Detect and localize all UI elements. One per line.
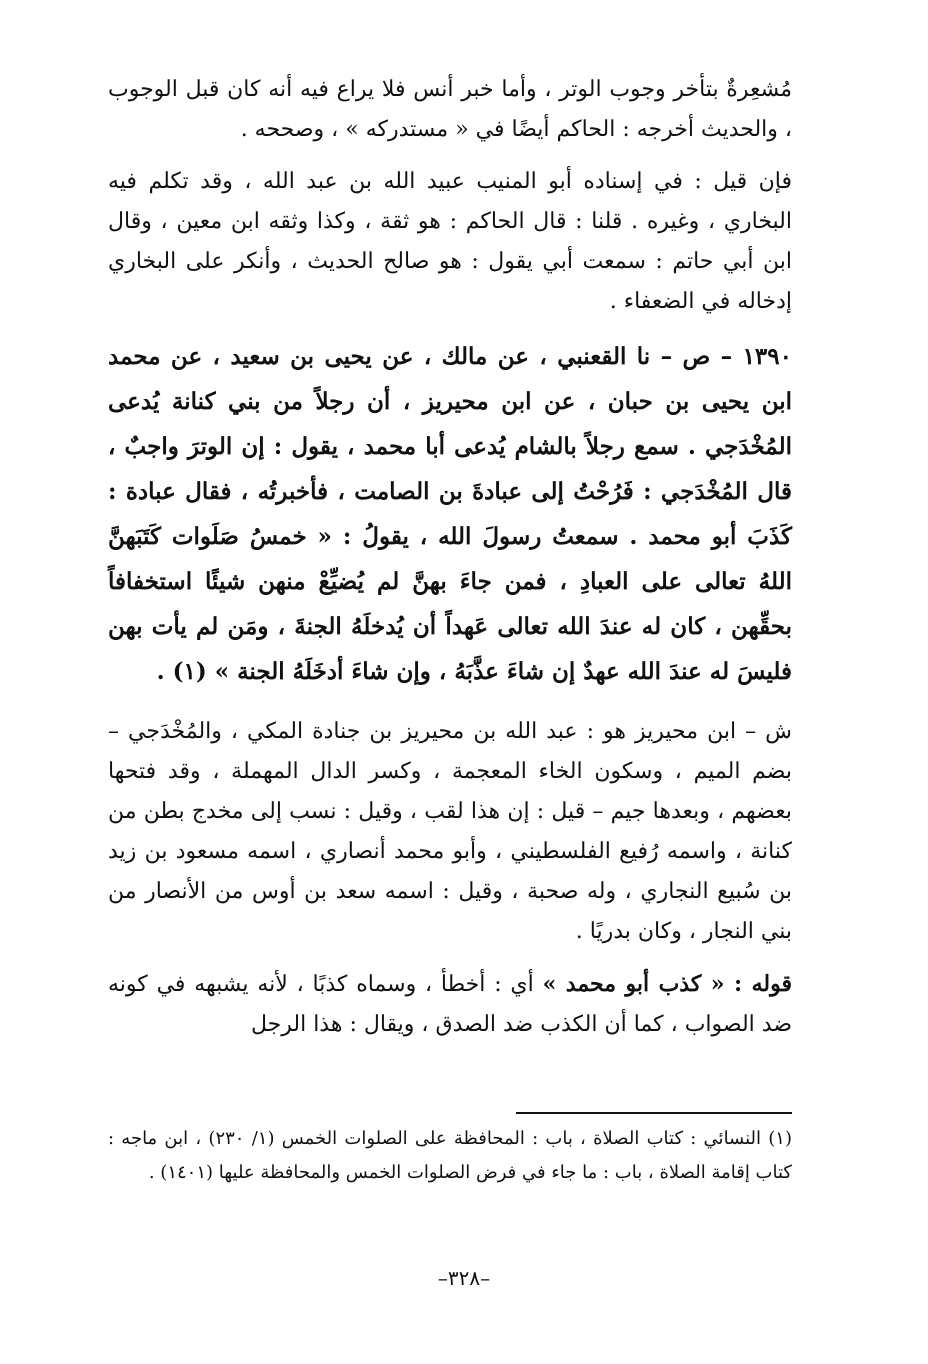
main-text [108, 70, 792, 1045]
paragraph-quote [108, 964, 792, 1045]
paragraph-commentary-1: مُشعِرةٌ بتأخر وجوب الوتر ، وأما خبر أنس فلا يراع فيه أنه كان قبل الوجوب ، والحديث أخرجه : الحاكم أيضًا في « مستدركه » ، وصححه . [108, 77, 792, 142]
spacer [108, 150, 792, 162]
hadith-number: ١٣٩٠ [742, 343, 792, 370]
spacer [108, 694, 792, 712]
footnotes [108, 1122, 792, 1190]
hadith-text: – ص – نا القعنبي ، عن مالك ، عن يحيى بن سعيد ، عن محمد ابن يحيى بن حبان ، عن ابن محيريز ، أن رجلاً من بني كنانة يُدعى المُخْدَجي . سمع رجلاً بالشام يُدعى أبا محمد ، يقول : إن الوترَ واجبٌ ، قال المُخْدَجي : فَرُحْتُ إلى عبادةَ بن الصامت ، فأخبرتُه ، فقال عبادة : كَذَبَ أبو محمد . سمعتُ رسولَ الله ، يقولُ : « خمسُ صَلَوات كَتَبَهنَّ اللهُ تعالى على العبادِ ، فمن جاءَ بهنَّ لم يُضيِّعْ منهن شيئًا استخفافاً بحقِّهن ، كان له عندَ الله تعالى عَهداً أن يُدخلَهُ الجنةَ ، ومَن لم يأت بهن فليسَ له عندَ الله عهدٌ إن شاءَ عذَّبَهُ ، وإن شاءَ أدخَلَهُ الجنة » (١) . [108, 343, 792, 685]
spacer [108, 322, 792, 334]
hadith-paragraph [108, 334, 792, 694]
footnote-1: (١) النسائي : كتاب الصلاة ، باب : المحافظة على الصلوات الخمس (١/ ٢٣٠) ، ابن ماجه : كتاب إقامة الصلاة ، باب : ما جاء في فرض الصلوات الخمس والمحافظة عليها (١٤٠١) . [108, 1128, 792, 1183]
page-number: –٣٢٨– [437, 1266, 491, 1290]
paragraph-commentary-2: فإن قيل : في إسناده أبو المنيب عبيد الله بن عبد الله ، وقد تكلم فيه البخاري ، وغيره . قلنا : قال الحاكم : هو ثقة ، وكذا وثقه ابن معين ، وقال ابن أبي حاتم : سمعت أبي يقول : هو صالح الحديث ، وأنكر على البخاري إدخاله في الضعفاء . [108, 169, 792, 314]
quote-lead: قوله : « كذب أبو محمد » [542, 971, 792, 997]
quote-text: أي : أخطأ ، وسماه كذبًا ، لأنه يشبهه في كونه ضد الصواب ، كما أن الكذب ضد الصدق ، ويقال : هذا الرجل [108, 972, 792, 1037]
spacer [108, 952, 792, 964]
paragraph-explanation: ش – ابن محيريز هو : عبد الله بن محيريز بن جنادة المكي ، والمُخْدَجي – بضم الميم ، وسكون الخاء المعجمة ، وكسر الدال المهملة ، وقد فتحها بعضهم ، وبعدها جيم – قيل : إن هذا لقب ، وقيل : نسب إلى مخدج بطن من كنانة ، واسمه رُفيع الفلسطيني ، وأبو محمد أنصاري ، اسمه مسعود بن زيد بن سُبيع النجاري ، وله صحبة ، وقيل : اسمه سعد بن أوس من الأنصار من بني النجار ، وكان بدريًا . [108, 719, 792, 944]
footnote-divider [516, 1112, 792, 1114]
